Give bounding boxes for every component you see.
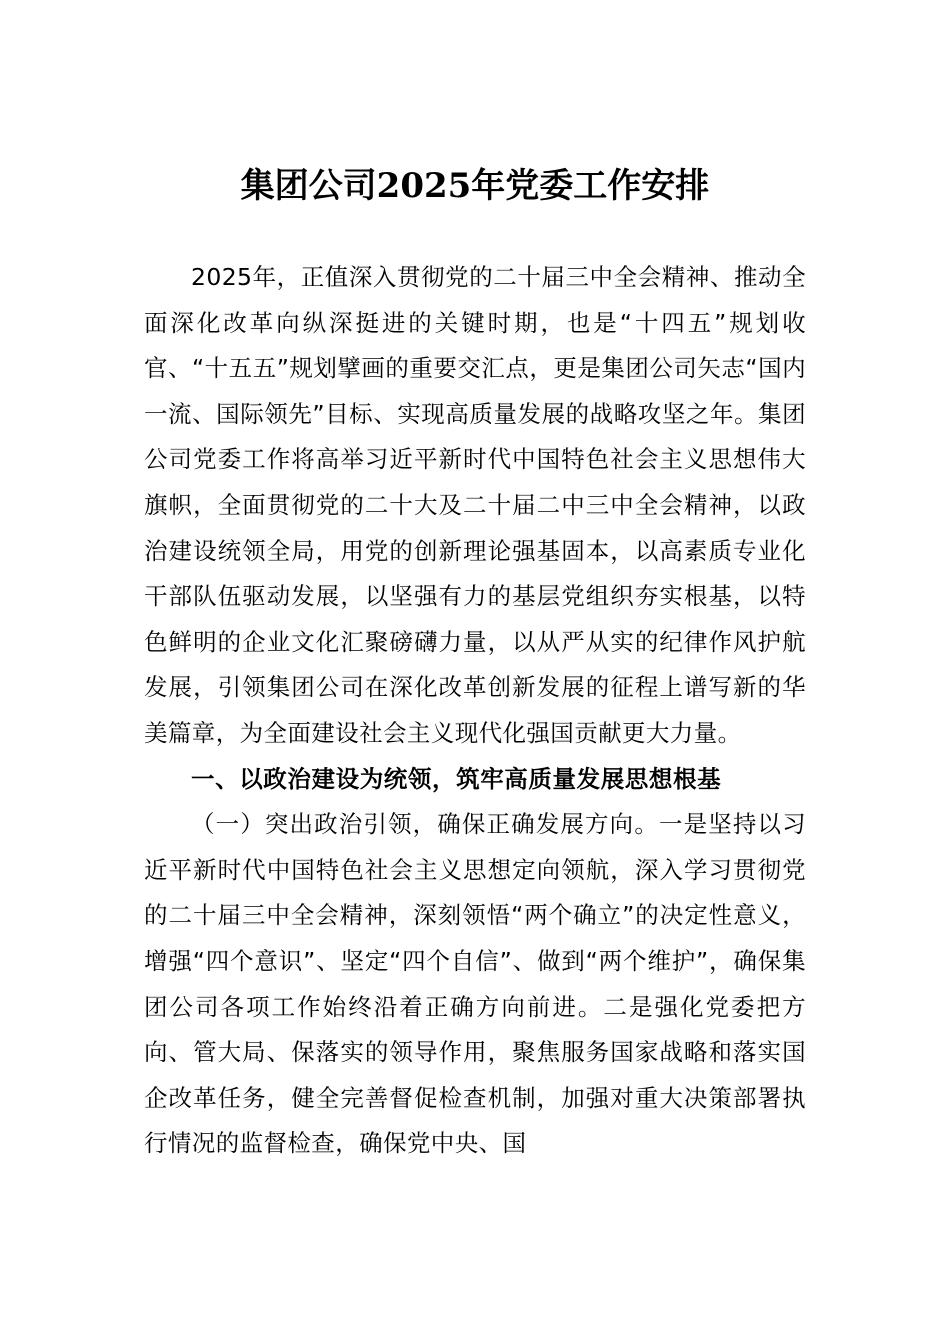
subsection-heading: （一）突出政治引领，确保正确发展方向。: [191, 810, 659, 839]
section-heading: 一、以政治建设为统领，筑牢高质量发展思想根基: [191, 764, 722, 793]
intro-paragraph: 2025年，正值深入贯彻党的二十届三中全会精神、推动全面深化改革向纵深挺进的关键时期，也是“十四五”规划收官、“十五五”规划擘画的重要交汇点，更是集团公司矢志“国内一流、国际领先”目标、实现高质量发展的战略攻坚之年。集团公司党委工作将高举习近平新时代中国特色社会主义思想伟大旗帜，全面贯彻党的二十大及二十届二中三中全会精神，以政治建设统领全局，用党的创新理论强基固本，以高素质专业化干部队伍驱动发展，以坚强有力的基层党组织夯实根基，以特色鲜明的企业文化汇聚磅礴力量，以从严从实的纪律作风护航发展，引领集团公司在深化改革创新发展的征程上谱写新的华美篇章，为全面建设社会主义现代化强国贡献更大力量。: [144, 263, 806, 747]
subsection-body: 一是坚持以习近平新时代中国特色社会主义思想定向领航，深入学习贯彻党的二十届三中全会精神，深刻领悟“两个确立”的决定性意义，增强“四个意识”、坚定“四个自信”、做到“两个维护”，确保集团公司各项工作始终沿着正确方向前进。二是强化党委把方向、管大局、保落实的领导作用，聚焦服务国家战略和落实国企改革任务，健全完善督促检查机制，加强对重大决策部署执行情况的监督检查，确保党中央、国: [144, 810, 806, 1158]
page-title: 集团公司2025年党委工作安排: [240, 166, 710, 206]
document-body: [144, 255, 806, 1167]
subsection-paragraph: [144, 802, 806, 1167]
